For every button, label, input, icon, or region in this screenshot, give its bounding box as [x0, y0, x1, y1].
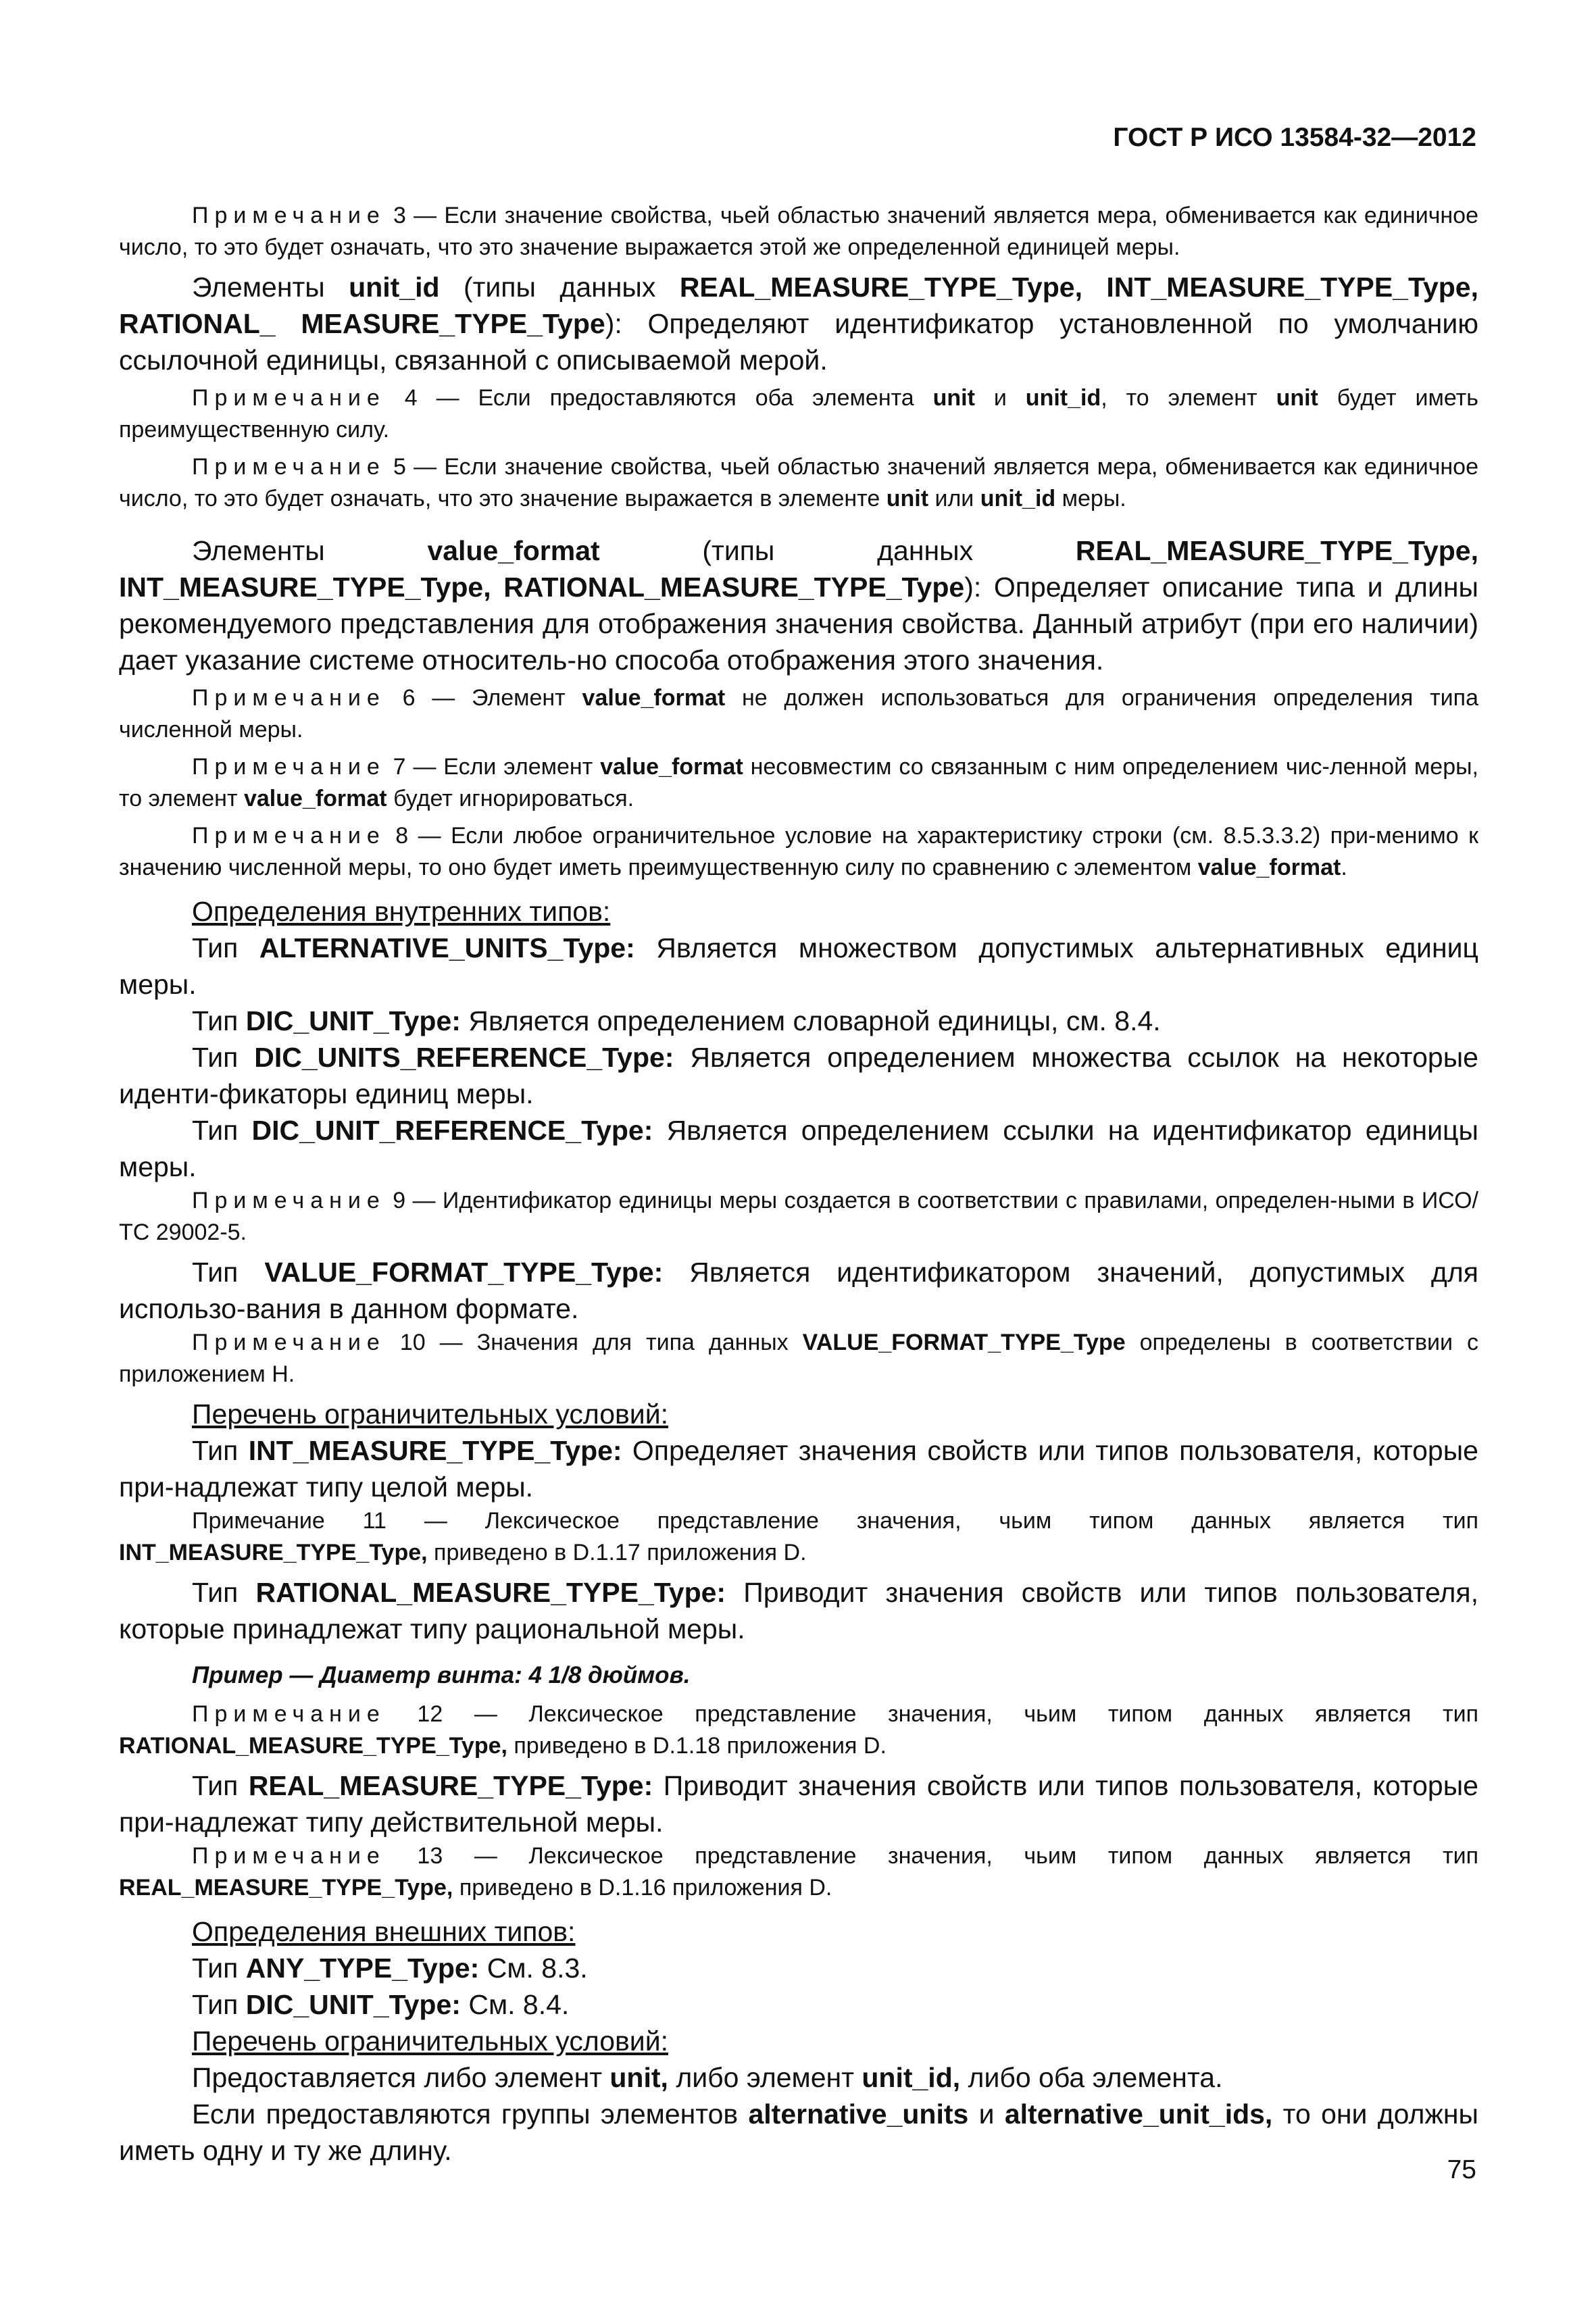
note-label: Примечание — [192, 1843, 386, 1869]
note-3: Примечание 3 — Если значение свойства, чьей областью значений является мера, обменивается как единичное число, то это будет означать, что это значение выражается этой же определенной единицей меры. — [119, 203, 1479, 260]
note-5: Примечание 5 — Если значение свойства, чьей областью значений является мера, обменивается как единичное число, то это будет означать, что это значение выражается в элементе unit или unit_id меры. — [119, 454, 1479, 511]
note-11: Примечание 11 — Лексическое представление значения, чьим типом данных является тип INT_MEASURE_TYPE_Type, приведено в D.1.17 приложения D. — [119, 1508, 1478, 1565]
note-12: Примечание 12 — Лексическое представление значения, чьим типом данных является тип RATIONAL_MEASURE_TYPE_Type, приведено в D.1.18 приложения D. — [119, 1701, 1478, 1759]
note-label: Примечание — [192, 203, 386, 228]
note-label: Примечание — [192, 754, 386, 780]
type-rational-measure: Тип RATIONAL_MEASURE_TYPE_Type: Приводит значения свойств или типов пользователя, которые принадлежат типу рациональной меры. — [119, 1577, 1478, 1644]
type-dic-unit-reference: Тип DIC_UNIT_REFERENCE_Type: Является определением ссылки на идентификатор единицы меры. — [119, 1115, 1478, 1182]
example-text: Пример — Диаметр винта: 4 1/8 дюймов. — [192, 1662, 691, 1688]
note-label: Примечание — [192, 685, 386, 711]
internal-types-heading: Определения внутренних типов: — [192, 896, 611, 927]
note-label: Примечание — [192, 1701, 386, 1727]
page-content — [119, 200, 1478, 2169]
type-alternative-units: Тип ALTERNATIVE_UNITS_Type: Является множеством допустимых альтернативных единиц меры. — [119, 932, 1478, 1000]
type-value-format: Тип VALUE_FORMAT_TYPE_Type: Является идентификатором значений, допустимых для использо-вания в данном формате. — [119, 1257, 1478, 1324]
note-8: Примечание 8 — Если любое ограничительное условие на характеристику строки (см. 8.5.3.3.2) при-менимо к значению численной меры, то оно будет иметь преимущественную силу по сравнению с элементом value_format. — [119, 823, 1478, 880]
type-any: Тип ANY_TYPE_Type: См. 8.3. — [192, 1953, 588, 1984]
note-label: Примечание — [192, 454, 386, 480]
note-9: Примечание 9 — Идентификатор единицы меры создается в соответствии с правилами, определен-ными в ИСО/ТС 29002-5. — [119, 1188, 1478, 1245]
constraint-2: Если предоставляются группы элементов alternative_units и alternative_unit_ids, то они должны иметь одну и ту же длину. — [119, 2098, 1479, 2166]
note-label: Примечание — [192, 1330, 386, 1355]
page-number: 75 — [1447, 2155, 1476, 2184]
constraints-heading-2: Перечень ограничительных условий: — [192, 2026, 668, 2057]
paragraph-value-format: Элементы value_format (типы данных REAL_MEASURE_TYPE_Type, INT_MEASURE_TYPE_Type, RATIONAL_MEASURE_TYPE_Type): Определяет описание типа и длины рекомендуемого представления для отображения значения свойства. Данный атрибут (при его наличии) дает указание системе относитель-но способа отображения этого значения. — [119, 535, 1479, 676]
note-label: Примечание — [192, 1188, 386, 1213]
external-types-heading: Определения внешних типов: — [192, 1916, 576, 1947]
note-7: Примечание 7 — Если элемент value_format несовместим со связанным с ним определением чис-ленной меры, то элемент value_format будет игнорироваться. — [119, 754, 1478, 811]
note-13: Примечание 13 — Лексическое представление значения, чьим типом данных является тип REAL_MEASURE_TYPE_Type, приведено в D.1.16 приложения D. — [119, 1843, 1478, 1901]
paragraph-unit-id: Элементы unit_id (типы данных REAL_MEASURE_TYPE_Type, INT_MEASURE_TYPE_Type, RATIONAL_ MEASURE_TYPE_Type): Определяют идентификатор установленной по умолчанию ссылочной единицы, связанной с описываемой мерой. — [119, 272, 1479, 376]
constraints-heading: Перечень ограничительных условий: — [192, 1399, 668, 1430]
type-int-measure: Тип INT_MEASURE_TYPE_Type: Определяет значения свойств или типов пользователя, которые при-надлежат типу целой меры. — [119, 1435, 1478, 1503]
note-10: Примечание 10 — Значения для типа данных VALUE_FORMAT_TYPE_Type определены в соответствии с приложением H. — [119, 1330, 1478, 1387]
type-dic-unit-external: Тип DIC_UNIT_Type: См. 8.4. — [192, 1989, 570, 2020]
note-label: Примечание — [192, 385, 386, 411]
note-label: Примечание — [192, 823, 386, 849]
type-dic-unit: Тип DIC_UNIT_Type: Является определением словарной единицы, см. 8.4. — [192, 1005, 1161, 1036]
constraint-1: Предоставляется либо элемент unit, либо элемент unit_id, либо оба элемента. — [192, 2062, 1223, 2093]
type-dic-units-reference: Тип DIC_UNITS_REFERENCE_Type: Является определением множества ссылок на некоторые иденти-фикаторы единиц меры. — [119, 1042, 1478, 1109]
note-4: Примечание 4 — Если предоставляются оба элемента unit и unit_id, то элемент unit будет иметь преимущественную силу. — [119, 385, 1478, 443]
type-real-measure: Тип REAL_MEASURE_TYPE_Type: Приводит значения свойств или типов пользователя, которые при-надлежат типу действительной меры. — [119, 1770, 1478, 1838]
note-6: Примечание 6 — Элемент value_format не должен использоваться для ограничения определения типа численной меры. — [119, 685, 1478, 743]
document-header: ГОСТ Р ИСО 13584-32—2012 — [1113, 123, 1476, 152]
